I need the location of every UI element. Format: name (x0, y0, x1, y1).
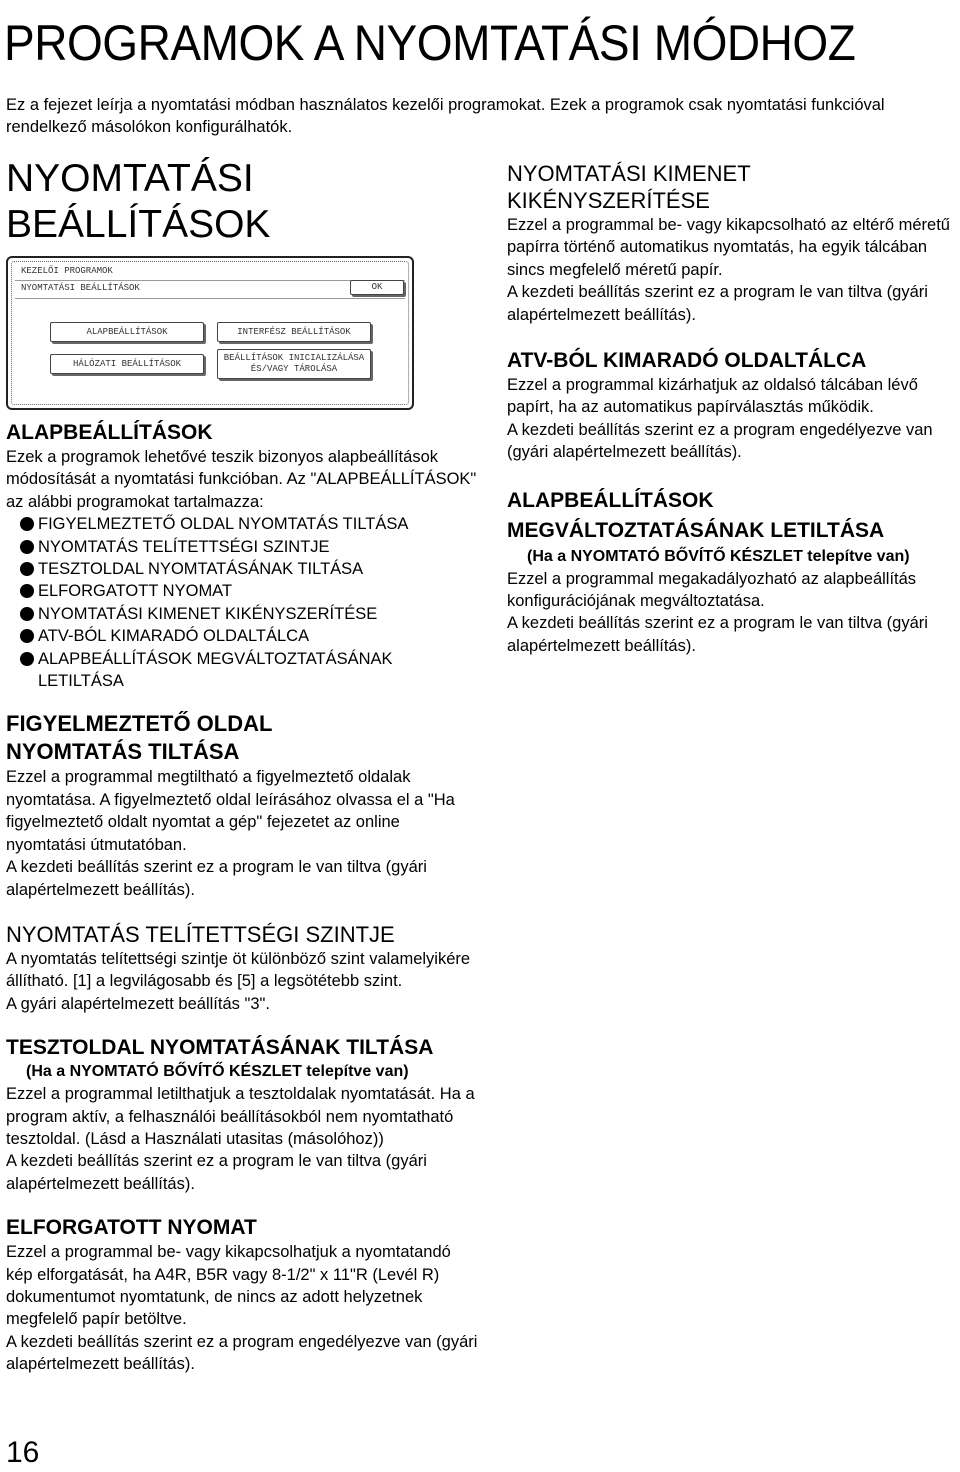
list-item: TESZTOLDAL NYOMTATÁSÁNAK TILTÁSA (6, 558, 478, 580)
panel-frame (11, 261, 409, 405)
lock-default: A kezdeti beállítás szerint ez a program le van tiltva (gyári alapértelmezett beállítás). (507, 614, 928, 655)
bullet-icon (20, 517, 34, 531)
warning-text: Ezzel a programmal megtiltható a figyelmeztető oldalak nyomtatása. A figyelmeztető oldal leírásához olvassa el a "Ha figyelmeztető oldalt nyomtat a gép" fejezetet az online nyomtatási útmutatóban. (6, 768, 455, 854)
bullet-icon (20, 562, 34, 576)
init-store-label-2: ÉS/VAGY TÁROLÁSA (250, 364, 338, 374)
bypass-text: Ezzel a programmal kizárhatjuk az oldalsó tálcában lévő papírt, ha az automatikus papírválasztás működik. (507, 376, 918, 417)
section-title-line2: BEÁLLÍTÁSOK (6, 203, 271, 246)
section-title (6, 156, 270, 248)
basic-heading: ALAPBEÁLLÍTÁSOK (6, 421, 213, 444)
testpage-note: (Ha a NYOMTATÓ BŐVÍTŐ KÉSZLET telepítve van) (26, 1063, 409, 1081)
page-title: PROGRAMOK A NYOMTATÁSI MÓDHOZ (4, 15, 856, 71)
density-heading: NYOMTATÁS TELÍTETTSÉGI SZINTJE (6, 921, 395, 947)
list-item: NYOMTATÁSI KIMENET KIKÉNYSZERÍTÉSE (6, 603, 478, 625)
testpage-text: Ezzel a programmal letilthatjuk a tesztoldalak nyomtatását. Ha a program aktív, a felhasználói beállításokból nem nyomtatható tesztoldal. (Lásd a Használati utasitas (másolóhoz)) (6, 1085, 475, 1148)
warning-default: A kezdeti beállítás szerint ez a program le van tiltva (gyári alapértelmezett beállítás). (6, 858, 427, 899)
page-number: 16 (6, 1436, 40, 1469)
init-store-settings-button[interactable] (217, 349, 371, 379)
density-default: A gyári alapértelmezett beállítás "3". (6, 994, 270, 1013)
bypass-default: A kezdeti beállítás szerint ez a program engedélyezve van (gyári alapértelmezett beállítás). (507, 420, 933, 462)
init-store-label-1: BEÁLLÍTÁSOK INICIALIZÁLÁSA (223, 353, 365, 363)
left-column (6, 420, 478, 1376)
list-item: ATV-BÓL KIMARADÓ OLDALTÁLCA (6, 625, 478, 647)
bullet-icon (20, 540, 34, 554)
panel-divider (15, 298, 405, 299)
list-item: FIGYELMEZTETŐ OLDAL NYOMTATÁS TILTÁSA (6, 513, 478, 535)
basic-text: Ezek a programok lehetővé teszik bizonyos alapbeállítások módosítását a nyomtatási funkcióban. Az "ALAPBEÁLLÍTÁSOK" az alábbi programokat tartalmazza: (6, 448, 477, 511)
density-text: A nyomtatás telítettségi szintje öt különböző szint valamelyikére állítható. [1] a legvilágosabb és [5] a legsötétebb szint. (6, 949, 471, 991)
force-text: Ezzel a programmal be- vagy kikapcsolható az eltérő méretű papírra történő automatikus nyomtatás, ha egyik tálcában sincs megfelelő méretű papír. (507, 216, 950, 279)
list-item: NYOMTATÁS TELÍTETTSÉGI SZINTJE (6, 536, 478, 558)
panel-divider (15, 280, 405, 281)
basic-program-list (6, 513, 478, 692)
ok-button[interactable]: OK (350, 280, 404, 295)
basic-settings-button[interactable]: ALAPBEÁLLÍTÁSOK (50, 322, 204, 342)
bullet-icon (20, 584, 34, 598)
warning-heading: FIGYELMEZTETŐ OLDAL NYOMTATÁS TILTÁSA (6, 711, 273, 765)
lock-heading: ALAPBEÁLLÍTÁSOK MEGVÁLTOZTATÁSÁNAK LETILTÁSA (507, 488, 885, 542)
rotated-heading: ELFORGATOTT NYOMAT (6, 1216, 257, 1240)
bypass-heading: ATV-BÓL KIMARADÓ OLDALTÁLCA (507, 349, 867, 373)
force-heading: NYOMTATÁSI KIMENET KIKÉNYSZERÍTÉSE (507, 161, 751, 213)
bullet-icon (20, 629, 34, 643)
intro-text: Ez a fejezet leírja a nyomtatási módban használatos kezelői programokat. Ezek a programok csak nyomtatási funkcióval rendelkező másolókon konfigurálhatók. (6, 96, 885, 136)
interface-settings-button[interactable]: INTERFÉSZ BEÁLLÍTÁSOK (217, 322, 371, 342)
lock-text: Ezzel a programmal megakadályozható az alapbeállítás konfigurációjának megváltoztatása. (507, 569, 917, 611)
list-item: ELFORGATOTT NYOMAT (6, 580, 478, 602)
network-settings-button[interactable]: HÁLÓZATI BEÁLLÍTÁSOK (50, 354, 204, 374)
rotated-text: Ezzel a programmal be- vagy kikapcsolhatjuk a nyomtatandó kép elforgatását, ha A4R, B5R vagy 8-1/2" x 11"R (Levél R) dokumentumot nyomtatunk, de nincs az adott helyzetnek megfelelő papír betöltve. (6, 1243, 451, 1329)
panel-breadcrumb: KEZELŐI PROGRAMOK (21, 266, 113, 276)
list-item: ALAPBEÁLLÍTÁSOK MEGVÁLTOZTATÁSÁNAK LETILTÁSA (6, 648, 458, 693)
bullet-icon (20, 652, 34, 666)
rotated-default: A kezdeti beállítás szerint ez a program engedélyezve van (gyári alapértelmezett beállítás). (6, 1332, 478, 1374)
testpage-default: A kezdeti beállítás szerint ez a program le van tiltva (gyári alapértelmezett beállítás). (6, 1152, 427, 1193)
force-default: A kezdeti beállítás szerint ez a program le van tiltva (gyári alapértelmezett beállítás). (507, 283, 928, 324)
section-title-line1: NYOMTATÁSI (6, 157, 254, 200)
bullet-icon (20, 607, 34, 621)
testpage-heading: TESZTOLDAL NYOMTATÁSÁNAK TILTÁSA (6, 1036, 434, 1060)
lock-note: (Ha a NYOMTATÓ BŐVÍTŐ KÉSZLET telepítve van) (527, 547, 910, 565)
panel-screen-title: NYOMTATÁSI BEÁLLÍTÁSOK (21, 283, 140, 293)
settings-panel (6, 256, 414, 410)
right-column (507, 160, 955, 657)
